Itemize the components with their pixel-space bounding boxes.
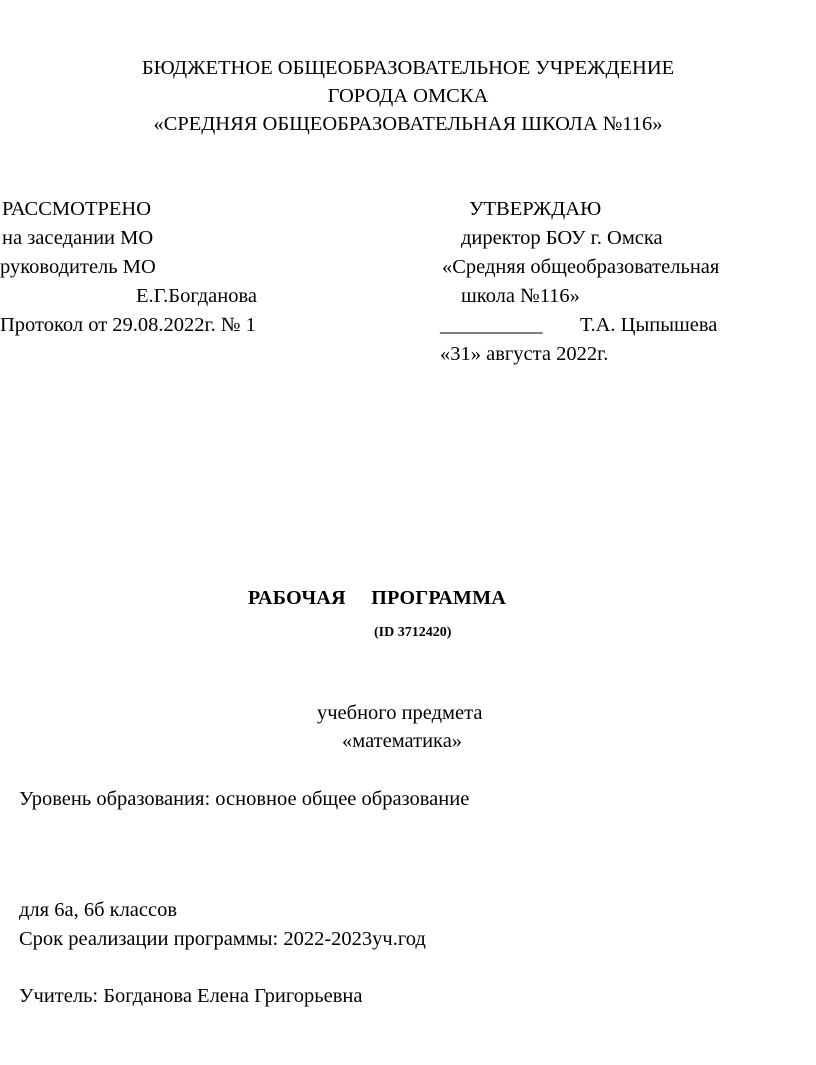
considered-name: Е.Г.Богданова (136, 285, 257, 307)
teacher: Учитель: Богданова Елена Григорьевна (19, 985, 363, 1007)
approved-date: «31» августа 2022г. (440, 343, 609, 365)
approved-line-2: «Средняя общеобразовательная (442, 256, 720, 278)
header-line-1: БЮДЖЕТНОЕ ОБЩЕОБРАЗОВАТЕЛЬНОЕ УЧРЕЖДЕНИЕ (141, 57, 675, 79)
approved-signer: Т.А. Цыпышева (580, 314, 718, 336)
approved-line-3: школа №116» (461, 285, 580, 307)
considered-line-2: руководитель МО (0, 256, 156, 278)
subject-label: учебного предмета (317, 702, 483, 724)
subject-name: «математика» (342, 730, 463, 752)
classes: для 6а, 6б классов (19, 899, 178, 921)
approved-line-1: директор БОУ г. Омска (461, 227, 663, 249)
header-line-3: «СРЕДНЯЯ ОБЩЕОБРАЗОВАТЕЛЬНАЯ ШКОЛА №116» (153, 113, 663, 135)
program-title: РАБОЧАЯ ПРОГРАММА (248, 587, 507, 609)
program-term: Срок реализации программы: 2022-2023уч.год (19, 928, 426, 950)
education-level: Уровень образования: основное общее образование (19, 788, 470, 810)
considered-title: РАССМОТРЕНО (2, 198, 151, 220)
considered-line-1: на заседании МО (2, 227, 154, 249)
program-id: (ID 3712420) (374, 625, 452, 640)
header-line-2: ГОРОДА ОМСКА (327, 85, 489, 107)
signature-line: __________ (440, 314, 543, 336)
considered-protocol: Протокол от 29.08.2022г. № 1 (0, 314, 256, 336)
approved-title: УТВЕРЖДАЮ (469, 198, 602, 220)
